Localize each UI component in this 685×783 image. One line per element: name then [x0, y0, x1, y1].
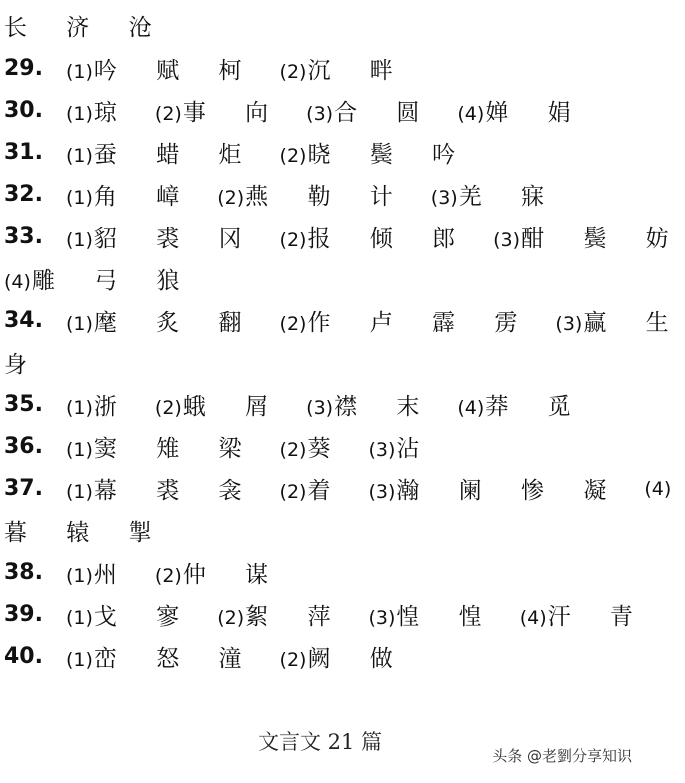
answer-group [66, 136, 258, 169]
answer-characters: 雕 弓 狼 [31, 267, 196, 294]
sub-question-label: (4) [644, 478, 672, 500]
answer-line [4, 510, 636, 550]
answer-line [4, 426, 636, 466]
answer-characters: 事 向 [182, 99, 285, 126]
answer-line [4, 342, 636, 382]
answer-line [4, 5, 636, 45]
answer-group [66, 388, 133, 421]
answer-characters: 赢 生 [583, 309, 685, 336]
sub-question-label: (1) [66, 228, 93, 251]
answer-group [66, 304, 258, 337]
sub-question-label: (2) [279, 648, 307, 671]
answer-characters: 惶 惶 [396, 603, 498, 630]
answer-characters: 暮 辕 掣 [4, 519, 168, 546]
answer-characters: 吟 赋 柯 [93, 57, 258, 84]
sub-question-label: (4) [457, 102, 485, 125]
answer-group [66, 220, 258, 253]
sub-question-label: (2) [279, 228, 307, 251]
answer-characters: 沾 [396, 435, 436, 462]
sub-question-label: (1) [66, 312, 93, 335]
answer-group [457, 94, 586, 127]
question-number: 33. [4, 223, 43, 249]
answer-group [155, 388, 284, 421]
answer-characters: 羌 寐 [458, 183, 561, 210]
answer-characters: 阙 做 [307, 645, 409, 672]
answer-line [4, 468, 672, 508]
sub-question-label: (2) [154, 564, 182, 587]
sub-question-label: (2) [279, 312, 307, 335]
sub-question-label: (2) [217, 186, 245, 209]
sub-question-label: (1) [66, 60, 93, 83]
answer-characters: 葵 [307, 435, 347, 462]
answer-characters: 貂 裘 冈 [93, 225, 258, 252]
sub-question-label: (2) [154, 396, 182, 419]
question-number: 36. [4, 433, 43, 459]
sub-question-label: (3) [430, 186, 458, 209]
sub-question-label: (1) [66, 606, 93, 629]
answer-line [4, 636, 636, 676]
answer-characters: 酣 鬓 妨 [521, 225, 685, 252]
sub-question-label: (3) [306, 102, 334, 125]
answer-group [66, 178, 195, 211]
answer-group [217, 178, 409, 211]
sub-question-label: (2) [154, 102, 182, 125]
answer-group [155, 94, 284, 127]
answer-line [4, 48, 636, 88]
answer-group [280, 430, 347, 463]
answer-group [217, 598, 346, 631]
answer-characters: 汗 青 [547, 603, 649, 630]
answer-group [520, 598, 649, 631]
sub-question-label: (3) [368, 438, 396, 461]
sub-question-label: (1) [66, 102, 93, 125]
question-number: 31. [4, 139, 43, 165]
answer-characters: 身 [4, 351, 43, 378]
sub-question-label: (3) [493, 228, 521, 251]
answer-group [280, 52, 409, 85]
answer-group [280, 136, 472, 169]
answer-group [368, 598, 497, 631]
answer-characters: 襟 末 [334, 393, 436, 420]
sub-question-label: (1) [66, 480, 93, 503]
answer-group [457, 388, 586, 421]
answer-characters: 蛾 屑 [182, 393, 285, 420]
answer-characters: 州 [93, 561, 133, 588]
answer-characters: 作 卢 霹 雳 [307, 309, 534, 336]
sub-question-label: (1) [66, 564, 93, 587]
answer-group [66, 472, 258, 505]
answer-group [644, 475, 672, 501]
answer-characters: 戈 寥 [93, 603, 196, 630]
answer-characters: 沉 畔 [307, 57, 409, 84]
answer-characters: 合 圆 [334, 99, 436, 126]
answer-group [555, 304, 684, 337]
answer-group [66, 430, 258, 463]
answer-characters: 瀚 阑 惨 凝 [396, 477, 623, 504]
answer-group [4, 514, 168, 547]
sub-question-label: (4) [519, 606, 547, 629]
answer-characters: 仲 谋 [182, 561, 285, 588]
sub-question-label: (3) [368, 606, 396, 629]
answer-group [280, 304, 534, 337]
sub-question-label: (1) [66, 438, 93, 461]
answer-line [4, 384, 636, 424]
question-number: 32. [4, 181, 43, 207]
answer-group [4, 9, 168, 42]
answer-group [4, 262, 196, 295]
answer-group [66, 52, 258, 85]
answer-group [66, 556, 133, 589]
sub-question-label: (1) [66, 396, 93, 419]
answer-characters: 幕 裘 衾 [93, 477, 258, 504]
answer-line [4, 132, 636, 172]
question-number: 35. [4, 391, 43, 417]
answer-characters: 莽 觅 [485, 393, 587, 420]
answer-characters: 婵 娟 [485, 99, 587, 126]
answer-characters: 角 嶂 [93, 183, 196, 210]
answer-group [493, 220, 685, 253]
answer-characters: 琼 [93, 99, 133, 126]
answer-characters: 麾 炙 翻 [93, 309, 258, 336]
question-number: 40. [4, 643, 43, 669]
answer-characters: 峦 怒 潼 [93, 645, 258, 672]
answer-characters: 窦 雉 梁 [93, 435, 258, 462]
answer-group [431, 178, 560, 211]
answer-characters: 燕 勒 计 [245, 183, 409, 210]
sub-question-label: (4) [4, 270, 31, 293]
sub-question-label: (3) [555, 312, 583, 335]
answer-line [4, 594, 649, 634]
answer-group [4, 346, 43, 379]
answer-line [4, 90, 636, 130]
answer-group [306, 388, 435, 421]
answer-group [155, 556, 284, 589]
answer-group [66, 598, 195, 631]
section-heading: 文言文 21 篇 [257, 730, 383, 754]
answer-line [4, 216, 685, 256]
answer-group [280, 472, 347, 505]
sub-question-label: (3) [368, 480, 396, 503]
answer-group [66, 94, 133, 127]
sub-question-label: (2) [217, 606, 245, 629]
answer-line [4, 174, 636, 214]
answer-characters: 着 [307, 477, 347, 504]
answer-group [280, 640, 409, 673]
answer-line [4, 552, 636, 592]
sub-question-label: (2) [279, 438, 307, 461]
sub-question-label: (2) [279, 480, 307, 503]
answer-group [368, 472, 622, 505]
sub-question-label: (3) [306, 396, 334, 419]
answer-group [306, 94, 435, 127]
answer-characters: 晓 鬓 吟 [307, 141, 472, 168]
sub-question-label: (2) [279, 144, 307, 167]
question-number: 38. [4, 559, 43, 585]
question-number: 34. [4, 307, 43, 333]
answer-characters: 长 济 沧 [4, 14, 168, 41]
question-number: 30. [4, 97, 43, 123]
answer-characters: 蚕 蜡 炬 [93, 141, 258, 168]
answer-line [4, 300, 685, 340]
sub-question-label: (1) [66, 648, 93, 671]
answer-line [4, 258, 636, 298]
answer-characters: 絮 萍 [245, 603, 347, 630]
answer-group [66, 640, 258, 673]
sub-question-label: (2) [279, 60, 307, 83]
answer-characters: 浙 [93, 393, 133, 420]
question-number: 29. [4, 55, 43, 81]
sub-question-label: (1) [66, 144, 93, 167]
answer-group [280, 220, 472, 253]
watermark: 头条 @老劉分享知识 [492, 747, 632, 765]
sub-question-label: (1) [66, 186, 93, 209]
sub-question-label: (4) [457, 396, 485, 419]
answer-group [368, 430, 435, 463]
question-number: 39. [4, 601, 43, 627]
answer-characters: 报 倾 郎 [307, 225, 472, 252]
question-number: 37. [4, 475, 43, 501]
